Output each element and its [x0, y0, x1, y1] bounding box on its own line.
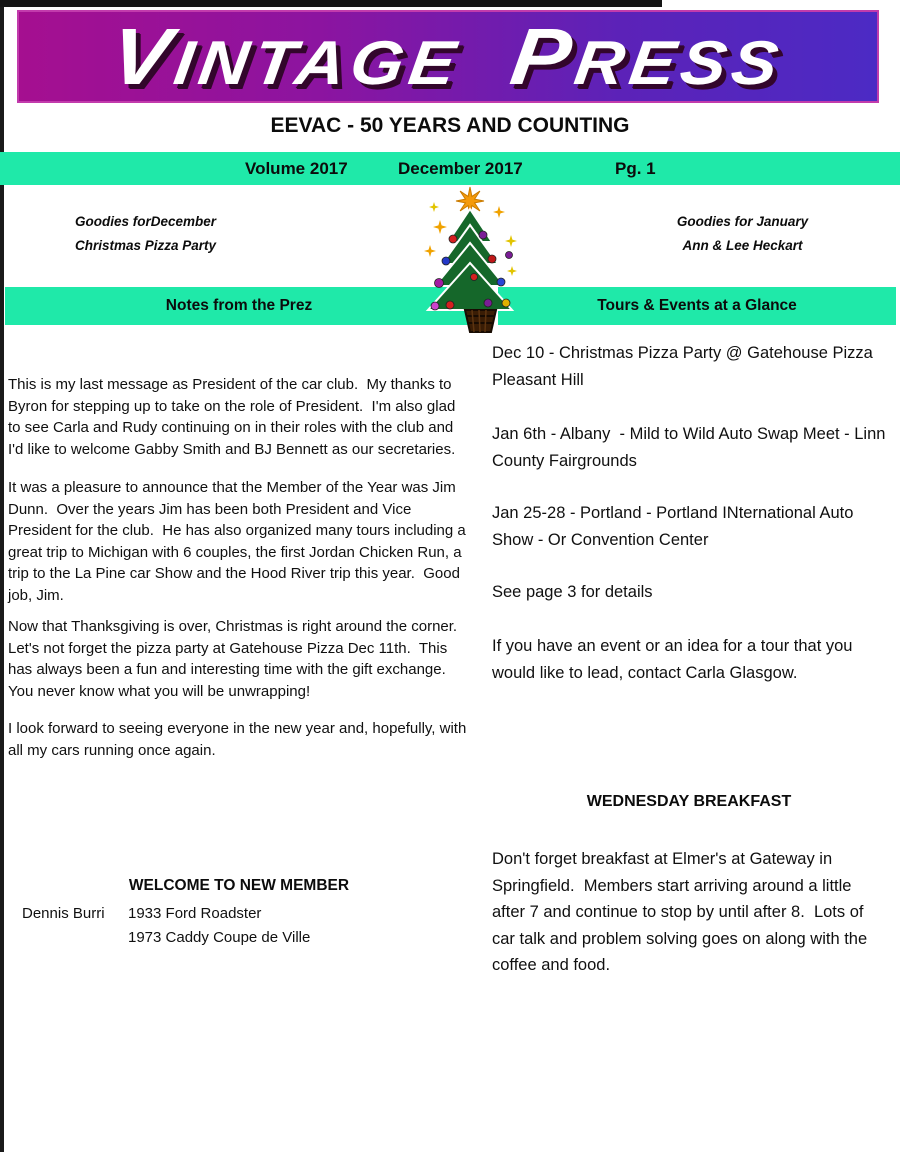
title-word2-rest: RESS: [570, 28, 789, 98]
goodies-january-label: Goodies for January: [676, 214, 809, 229]
new-member-car-1: 1933 Ford Roadster: [128, 905, 262, 922]
newsletter-title: [105, 11, 790, 101]
goodies-january-value: Ann & Lee Heckart: [682, 238, 803, 253]
tours-header-label: Tours & Events at a Glance: [597, 297, 797, 314]
volume-bar: [0, 152, 900, 185]
goodies-december-block: [75, 210, 216, 258]
new-member-cars: [128, 902, 310, 950]
contact-note: If you have an event or an idea for a tour that you would like to lead, contact Carla Glasgow.: [492, 637, 858, 682]
breakfast-body: Don't forget breakfast at Elmer's at Gateway in Springfield. Members start arriving around a little after 7 and continue to stop by until after 8. Lots of car talk and problem solving goes on along with the coffee and food.: [492, 850, 872, 974]
title-word1-rest: INTAGE: [170, 28, 466, 98]
details-note: See page 3 for details: [492, 583, 653, 601]
notes-header-label: Notes from the Prez: [165, 297, 313, 314]
masthead-banner: [17, 10, 879, 103]
prez-paragraph-3: Now that Thanksgiving is over, Christmas is right around the corner. Let's not forget the pizza party at Gatehouse Pizza Dec 11th. This has always been a fun and interesting time with the gift exchange. You never know what you will be unwrapping!: [8, 618, 466, 700]
title-word1-initial: V: [105, 11, 183, 101]
title-word2-initial: P: [506, 11, 583, 101]
event-item-dec-10: Dec 10 - Christmas Pizza Party @ Gatehouse Pizza Pleasant Hill: [492, 344, 878, 389]
section-header-notes-from-the-prez: [5, 287, 473, 325]
christmas-tree-icon: [420, 185, 528, 335]
welcome-heading: WELCOME TO NEW MEMBER: [128, 877, 350, 894]
page-top-border: [0, 0, 662, 7]
volume-label: Volume 2017: [245, 159, 348, 178]
breakfast-heading: WEDNESDAY BREAKFAST: [586, 793, 792, 810]
section-header-tours-and-events: [498, 287, 896, 325]
goodies-december-label: Goodies forDecember: [75, 214, 217, 229]
goodies-december-value: Christmas Pizza Party: [75, 238, 217, 253]
event-item-jan-25-28: Jan 25-28 - Portland - Portland INternational Auto Show - Or Convention Center: [492, 504, 858, 549]
prez-paragraph-4: I look forward to seeing everyone in the new year and, hopefully, with all my cars running once again.: [8, 720, 471, 759]
prez-paragraph-2: It was a pleasure to announce that the Member of the Year was Jim Dunn. Over the years Jim has been both President and Vice President for the club. He has also organized many tours including a great trip to Michigan with 6 couples, the first Jordan Chicken Run, a trip to the La Pine car Show and the Hood River trip this year. Good job, Jim.: [8, 479, 470, 604]
page-number-label: Pg. 1: [615, 159, 656, 178]
goodies-january-block: [655, 210, 830, 258]
new-member-name: Dennis Burri: [22, 905, 105, 922]
prez-paragraph-1: This is my last message as President of the car club. My thanks to Byron for stepping up to take on the role of President. I'm also glad to see Carla and Rudy continuing on in their roles with the club and I'd like to welcome Gabby Smith and BJ Bennett as our secretaries.: [8, 376, 460, 458]
new-member-row: [22, 902, 310, 950]
newsletter-subtitle: EEVAC - 50 YEARS AND COUNTING: [270, 114, 630, 137]
issue-date-label: December 2017: [398, 159, 523, 178]
event-item-jan-6: Jan 6th - Albany - Mild to Wild Auto Swap Meet - Linn County Fairgrounds: [492, 425, 891, 470]
new-member-car-2: 1973 Caddy Coupe de Ville: [128, 929, 311, 946]
